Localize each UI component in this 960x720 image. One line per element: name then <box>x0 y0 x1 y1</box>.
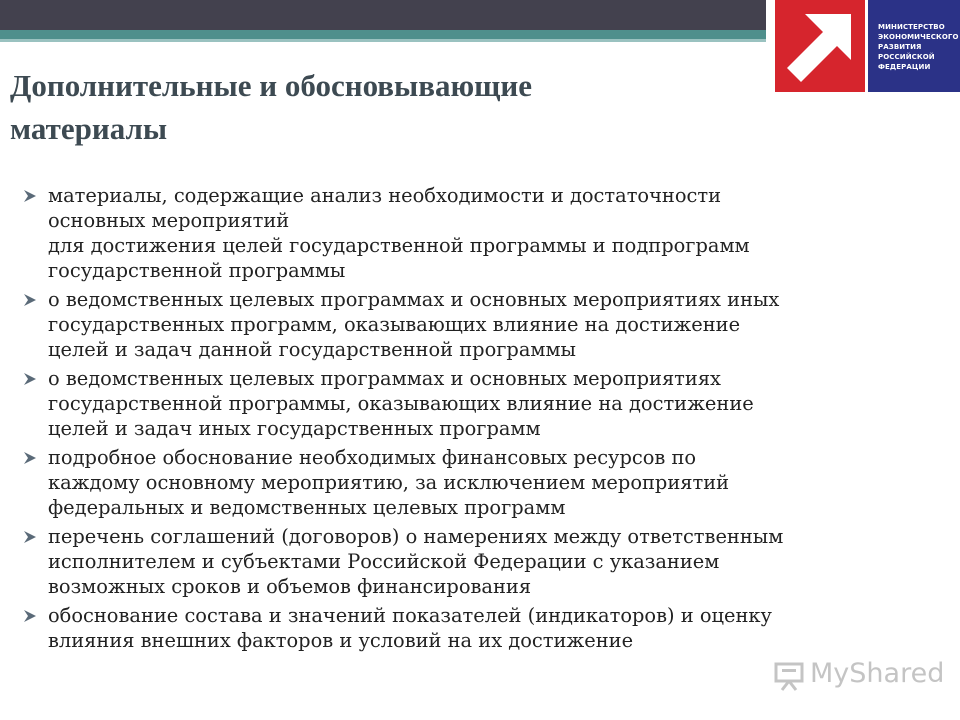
bullet-line: обоснование состава и значений показателей (индикаторов) и оценку <box>48 604 772 627</box>
bullet-line: государственной программы <box>48 259 346 282</box>
header-accent-stripe <box>0 30 766 39</box>
top-header-bar <box>0 0 766 30</box>
ministry-logo-text-block <box>868 0 960 92</box>
arrow-logo-icon <box>775 0 865 92</box>
logo-text-line: РАЗВИТИЯ <box>878 43 922 51</box>
logo-text-line: МИНИСТЕРСТВО <box>878 23 945 31</box>
bullet-line: о ведомственных целевых программах и основных мероприятиях иных <box>48 288 780 311</box>
bullet-item <box>22 445 957 520</box>
bullet-line: материалы, содержащие анализ необходимости и достаточности <box>48 184 722 207</box>
bullet-list <box>22 183 957 657</box>
bullet-line: возможных сроков и объемов финансирования <box>48 575 532 598</box>
bullet-line: перечень соглашений (договоров) о намерениях между ответственным <box>48 525 784 548</box>
bullet-line: подробное обоснование необходимых финансовых ресурсов по <box>48 446 697 469</box>
slide-title-line: материалы <box>10 111 168 146</box>
watermark <box>770 655 945 695</box>
bullet-item <box>22 183 957 283</box>
logo-text-line: РОССИЙСКОЙ <box>878 53 935 61</box>
bullet-line: исполнителем и субъектами Российской Федерации с указанием <box>48 550 720 573</box>
arrow-bullet-icon <box>22 529 38 545</box>
logo-text-line: ФЕДЕРАЦИИ <box>878 63 931 71</box>
slide-title-line: Дополнительные и обосновывающие <box>10 68 532 103</box>
bullet-line: федеральных и ведомственных целевых программ <box>48 496 566 519</box>
slide-title <box>10 64 760 150</box>
arrow-bullet-icon <box>22 371 38 387</box>
bullet-item <box>22 287 957 362</box>
bullet-line: каждому основному мероприятию, за исключением мероприятий <box>48 471 730 494</box>
presentation-board-icon <box>772 659 806 693</box>
bullet-line: основных мероприятий <box>48 209 290 232</box>
ministry-logo-emblem <box>775 0 865 92</box>
bullet-line: целей и задач данной государственной программы <box>48 338 576 361</box>
ministry-logo-text <box>878 22 959 72</box>
header-accent-stripe-light <box>0 39 766 42</box>
logo-text-line: ЭКОНОМИЧЕСКОГО <box>878 33 959 41</box>
bullet-item <box>22 524 957 599</box>
arrow-bullet-icon <box>22 292 38 308</box>
arrow-bullet-icon <box>22 188 38 204</box>
bullet-line: влияния внешних факторов и условий на их достижение <box>48 629 634 652</box>
arrow-bullet-icon <box>22 450 38 466</box>
watermark-text: MyShared <box>810 658 945 689</box>
arrow-bullet-icon <box>22 608 38 624</box>
bullet-item <box>22 366 957 441</box>
bullet-line: государственной программы, оказывающих влияние на достижение <box>48 392 754 415</box>
bullet-item <box>22 603 957 653</box>
bullet-line: о ведомственных целевых программах и основных мероприятиях <box>48 367 721 390</box>
bullet-line: для достижения целей государственной программы и подпрограмм <box>48 234 750 257</box>
bullet-line: государственных программ, оказывающих влияние на достижение <box>48 313 741 336</box>
bullet-line: целей и задач иных государственных программ <box>48 417 541 440</box>
